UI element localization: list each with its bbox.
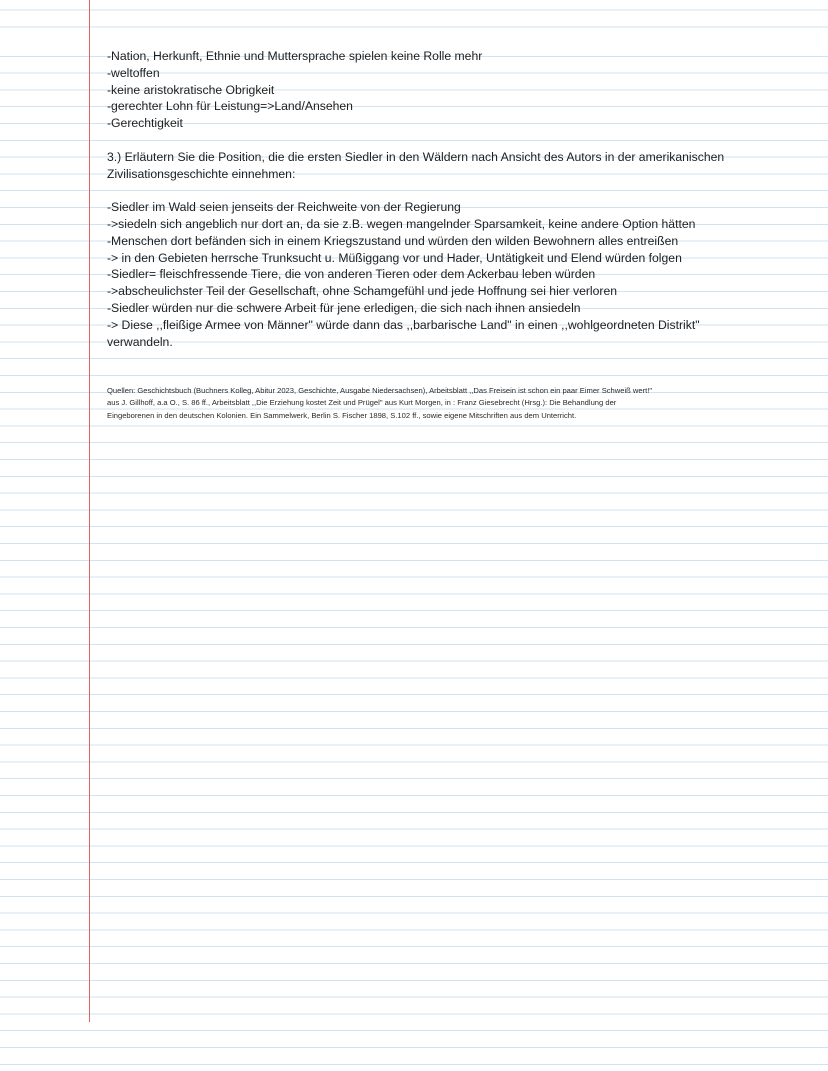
notes-content	[107, 48, 807, 350]
answer-line: -> Diese ,,fleißige Armee von Männer" würde dann das ,,barbarische Land" in einen ,,wohlgeordneten Distrikt"	[107, 317, 700, 332]
note-line: -weltoffen	[107, 65, 160, 80]
answer-line: -> in den Gebieten herrsche Trunksucht u. Müßiggang vor und Hader, Untätigkeit und Elend würden folgen	[107, 250, 682, 265]
notebook-margin-line	[89, 0, 90, 1022]
answer-line: -Menschen dort befänden sich in einem Kriegszustand und würden den wilden Bewohnern alles entreißen	[107, 233, 679, 248]
line-gap	[107, 182, 807, 199]
note-line: -Gerechtigkeit	[107, 116, 183, 131]
answer-line: verwandeln.	[107, 334, 173, 349]
answer-line: -Siedler würden nur die schwere Arbeit für jene erledigen, die sich nach ihnen ansiedeln	[107, 300, 581, 315]
line-gap	[107, 132, 807, 149]
sources-line: Eingeborenen in den deutschen Kolonien. Ein Sammelwerk, Berlin S. Fischer 1898, S.102 ff., sowie eigene Mitschriften aus dem Unterricht.	[107, 410, 577, 420]
answer-line: ->siedeln sich angeblich nur dort an, da sie z.B. wegen mangelnder Sparsamkeit, keine andere Option hätten	[107, 216, 696, 231]
sources-line: Quellen: Geschichtsbuch (Buchners Kolleg, Abitur 2023, Geschichte, Ausgabe Niedersachsen), Arbeitsblatt ,,Das Freisein ist schon ein paar Eimer Schweiß wert!"	[107, 386, 653, 395]
question-3-line: Zivilisationsgeschichte einnehmen:	[107, 166, 296, 181]
note-line: -gerechter Lohn für Leistung=>Land/Ansehen	[107, 99, 353, 114]
sources-line: aus J. Gillhoff, a.a O., S. 86 ff., Arbeitsblatt ,,Die Erziehung kostet Zeit und Prügel" aus Kurt Morgen, in : Franz Giesebrecht (Hrsg.): Die Behandlung der	[107, 398, 617, 408]
note-line: -keine aristokratische Obrigkeit	[107, 82, 275, 97]
answer-line: -Siedler= fleischfressende Tiere, die von anderen Tieren oder dem Ackerbau leben würden	[107, 267, 596, 282]
question-3-line: 3.) Erläutern Sie die Position, die die ersten Siedler in den Wäldern nach Ansicht des Autors in der amerikanischen	[107, 149, 725, 164]
sources-note	[107, 385, 797, 422]
note-line: -Nation, Herkunft, Ethnie und Muttersprache spielen keine Rolle mehr	[107, 49, 483, 63]
answer-line: -Siedler im Wald seien jenseits der Reichweite von der Regierung	[107, 200, 461, 215]
answer-line: ->abscheulichster Teil der Gesellschaft, ohne Schamgefühl und jede Hoffnung sei hier verloren	[107, 284, 618, 299]
